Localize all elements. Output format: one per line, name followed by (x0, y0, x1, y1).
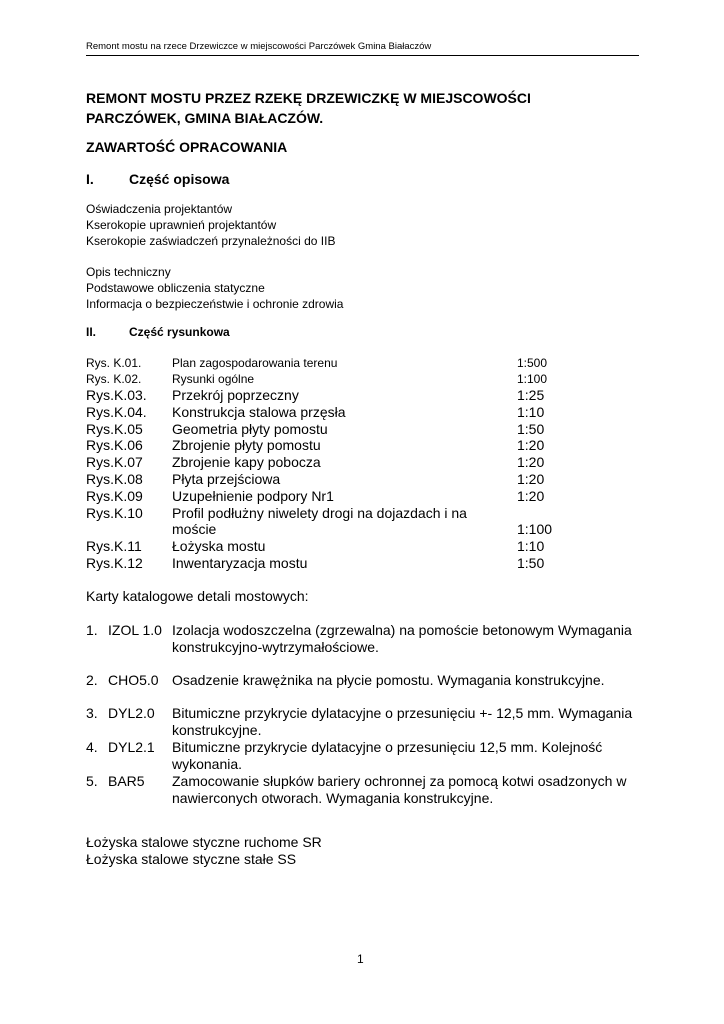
drawing-title: Uzupełnienie podpory Nr1 (172, 487, 334, 504)
catalog-item-text: Bitumiczne przykrycie dylatacyjne o przesunięciu +- 12,5 mm. Wymagania konstrukcyjne. (172, 705, 633, 738)
section1-group2 (86, 264, 343, 312)
bearing-item: Łożyska stalowe styczne ruchome SR (86, 834, 322, 850)
catalog-item-number: 2. (86, 672, 98, 688)
drawing-row (86, 387, 646, 404)
drawing-scale: 1:100 (517, 521, 553, 538)
drawing-scale: 1:20 (517, 487, 545, 504)
drawing-code: Rys.K.08 (86, 470, 143, 487)
drawing-scale: 1:50 (517, 554, 545, 571)
drawing-scale: 1:100 (517, 372, 548, 386)
drawing-code: Rys.K.06 (86, 437, 143, 454)
drawing-title: Konstrukcja stalowa przęsła (172, 403, 346, 420)
drawing-title: Płyta przejściowa (172, 470, 281, 487)
drawing-code: Rys. K.02. (86, 372, 142, 386)
catalog-item-text: Osadzenie krawężnika na płycie pomostu. Wymagania konstrukcyjne. (172, 672, 605, 688)
drawing-title: Łożyska mostu (172, 538, 266, 555)
drawing-code: Rys.K.09 (86, 487, 143, 504)
catalog-item-number: 5. (86, 773, 98, 789)
catalog-item-code: BAR5 (108, 773, 145, 789)
drawing-scale: 1:20 (517, 470, 545, 487)
drawing-row (86, 371, 646, 387)
catalog-item-code: DYL2.1 (108, 739, 155, 755)
bearing-item: Łożyska stalowe styczne stałe SS (86, 851, 297, 867)
drawing-row (86, 355, 646, 371)
page-number: 1 (357, 952, 364, 966)
catalog-item-code: DYL2.0 (108, 705, 155, 721)
drawing-scale: 1:500 (517, 356, 548, 370)
drawing-title: Zbrojenie kapy pobocza (172, 454, 321, 471)
drawing-scale: 1:50 (517, 420, 545, 437)
catalog-item-code: IZOL 1.0 (108, 622, 162, 638)
running-header: Remont mostu na rzece Drzewiczce w miejscowości Parczówek Gmina Białaczów (86, 41, 432, 52)
section2-number: II. (86, 325, 97, 339)
header-rule (86, 55, 639, 56)
drawings-list (86, 355, 646, 572)
bearings-list (86, 834, 322, 868)
drawing-scale: 1:10 (517, 403, 545, 420)
drawing-scale: 1:20 (517, 454, 545, 471)
contents-heading: ZAWARTOŚĆ OPRACOWANIA (86, 139, 288, 155)
catalog-item-number: 1. (86, 622, 98, 638)
catalog-heading: Karty katalogowe detali mostowych: (86, 588, 309, 604)
section1-number: I. (86, 171, 94, 187)
drawing-title: Zbrojenie płyty pomostu (172, 437, 321, 454)
drawing-title: Inwentaryzacja mostu (172, 554, 308, 571)
drawing-row (86, 471, 646, 488)
drawing-title: Geometria płyty pomostu (172, 420, 328, 437)
drawing-code: Rys.K.03. (86, 387, 147, 403)
catalog-item-text: Bitumiczne przykrycie dylatacyjne o przesunięciu 12,5 mm. Kolejność wykonania. (172, 739, 603, 772)
drawing-row (86, 555, 646, 572)
drawing-row (86, 421, 646, 438)
list-item: Kserokopie uprawnień projektantów (86, 218, 277, 232)
drawing-code: Rys.K.12 (86, 554, 143, 571)
list-item: Kserokopie zaświadczeń przynależności do IIB (86, 234, 336, 248)
drawing-scale: 1:20 (517, 437, 545, 454)
catalog-item-text: Izolacja wodoszczelna (zgrzewalna) na pomoście betonowym Wymagania konstrukcyjno-wytrzymałościowe. (172, 622, 632, 655)
document-title (86, 88, 646, 128)
drawing-code: Rys.K.05 (86, 420, 143, 437)
catalog-item-number: 3. (86, 705, 98, 721)
list-item: Informacja o bezpieczeństwie i ochronie zdrowia (86, 297, 344, 311)
drawing-row (86, 404, 646, 421)
list-item: Oświadczenia projektantów (86, 202, 233, 216)
title-line-2: PARCZÓWEK, GMINA BIAŁACZÓW. (86, 110, 324, 126)
title-line-1: REMONT MOSTU PRZEZ RZEKĘ DRZEWICZKĘ W MIEJSCOWOŚCI (86, 90, 531, 106)
catalog-item-number: 4. (86, 739, 98, 755)
drawing-code: Rys.K.10 (86, 504, 143, 521)
drawing-scale: 1:10 (517, 538, 545, 555)
catalog-item-text: Zamocowanie słupków bariery ochronnej za pomocą kotwi osadzonych w nawierconych otworach. Wymagania konstrukcyjne. (172, 773, 627, 806)
section1-heading: Część opisowa (129, 171, 230, 187)
drawing-code: Rys.K.04. (86, 403, 147, 420)
drawing-code: Rys.K.07 (86, 454, 143, 471)
drawing-row (86, 437, 646, 454)
catalog-item-code: CHO5.0 (108, 672, 159, 688)
drawing-code: Rys.K.11 (86, 538, 142, 555)
list-item: Opis techniczny (86, 265, 171, 279)
drawing-row (86, 505, 646, 539)
drawing-row (86, 454, 646, 471)
drawing-row (86, 538, 646, 555)
drawing-scale: 1:25 (517, 387, 545, 403)
section1-group1 (86, 201, 335, 249)
drawing-title: Przekrój poprzeczny (172, 387, 299, 403)
drawing-title: Profil podłużny niwelety drogi na dojazdach i na moście (172, 504, 467, 538)
drawing-title: Rysunki ogólne (172, 372, 255, 386)
drawing-row (86, 488, 646, 505)
section2-heading: Część rysunkowa (129, 325, 230, 339)
list-item: Podstawowe obliczenia statyczne (86, 281, 265, 295)
drawing-title: Plan zagospodarowania terenu (172, 356, 338, 370)
drawing-code: Rys. K.01. (86, 356, 142, 370)
